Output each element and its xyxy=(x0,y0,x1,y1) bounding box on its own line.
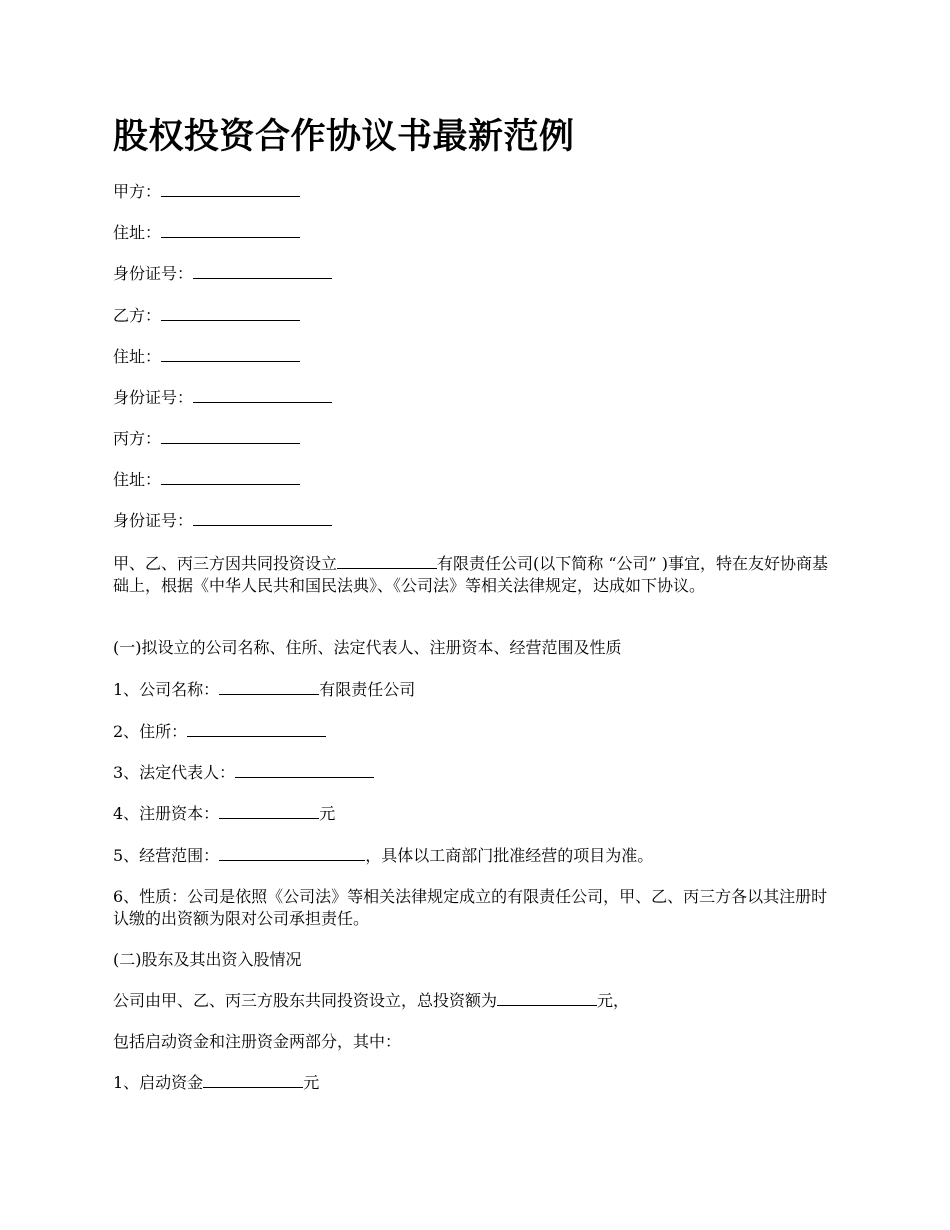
registered-capital-blank xyxy=(219,803,319,819)
party-b-label: 乙方： xyxy=(113,306,162,325)
business-scope-blank xyxy=(219,845,365,861)
party-a-line xyxy=(113,181,300,203)
total-investment-line xyxy=(113,990,629,1012)
party-a-id-blank xyxy=(193,263,332,279)
business-scope-suffix: ，具体以工商部门批准经营的项目为准。 xyxy=(365,846,654,865)
startup-capital-label: 1、启动资金 xyxy=(113,1073,204,1092)
company-address-line xyxy=(113,721,326,743)
party-b-address-label: 住址： xyxy=(113,347,162,366)
party-b-id-line xyxy=(113,387,332,409)
intro-paragraph xyxy=(113,553,840,597)
legal-rep-label: 3、法定代表人： xyxy=(113,763,236,782)
total-investment-blank xyxy=(497,990,597,1006)
business-scope-label: 5、经营范围： xyxy=(113,846,220,865)
party-a-id-line xyxy=(113,263,332,285)
party-b-address-blank xyxy=(161,346,300,362)
party-a-label: 甲方： xyxy=(113,182,162,201)
company-name-suffix: 有限责任公司 xyxy=(319,680,416,699)
intro-text-before: 甲、乙、丙三方因共同投资设立 xyxy=(113,554,338,573)
startup-capital-blank xyxy=(203,1072,303,1088)
party-c-id-blank xyxy=(193,510,332,526)
section-2-heading: (二)股东及其出资入股情况 xyxy=(113,950,302,969)
party-b-line xyxy=(113,305,300,327)
investment-composition-line: 包括启动资金和注册资金两部分，其中： xyxy=(113,1032,402,1051)
company-address-blank xyxy=(187,721,326,737)
registered-capital-line xyxy=(113,803,335,825)
legal-rep-line xyxy=(113,762,374,784)
party-c-address-line xyxy=(113,469,300,491)
legal-rep-blank xyxy=(235,762,374,778)
startup-capital-suffix: 元 xyxy=(303,1073,320,1092)
company-name-label: 1、公司名称： xyxy=(113,680,220,699)
party-b-id-blank xyxy=(193,387,332,403)
party-a-address-label: 住址： xyxy=(113,223,162,242)
party-c-line xyxy=(113,428,300,450)
business-scope-line xyxy=(113,845,653,867)
company-name-line xyxy=(113,679,415,701)
registered-capital-suffix: 元 xyxy=(319,804,336,823)
party-b-blank xyxy=(161,305,300,321)
intro-company-blank xyxy=(337,553,437,569)
party-b-address-line xyxy=(113,346,300,368)
party-a-address-line xyxy=(113,222,300,244)
party-c-id-label: 身份证号： xyxy=(113,511,194,530)
party-c-address-label: 住址： xyxy=(113,470,162,489)
intro-text-after: 有限责任公司(以下简称 “公司” )事宜，特在友好协商基础上，根据《中华人民共和国民法典》、《公司法》等相关法律规定，达成如下协议。 xyxy=(113,554,829,595)
registered-capital-label: 4、注册资本： xyxy=(113,804,220,823)
company-address-label: 2、住所： xyxy=(113,722,188,741)
startup-capital-line xyxy=(113,1072,319,1094)
company-nature-paragraph: 6、性质：公司是依照《公司法》等相关法律规定成立的有限责任公司，甲、乙、丙三方各以其注册时认缴的出资额为限对公司承担责任。 xyxy=(113,887,828,928)
party-c-blank xyxy=(161,428,300,444)
document-title: 股权投资合作协议书最新范例 xyxy=(113,116,575,157)
section-1-heading: (一)拟设立的公司名称、住所、法定代表人、注册资本、经营范围及性质 xyxy=(113,638,622,657)
company-name-blank xyxy=(219,679,319,695)
party-a-blank xyxy=(161,181,300,197)
party-c-id-line xyxy=(113,510,332,532)
party-b-id-label: 身份证号： xyxy=(113,388,194,407)
party-a-id-label: 身份证号： xyxy=(113,264,194,283)
party-c-label: 丙方： xyxy=(113,429,162,448)
total-investment-text-before: 公司由甲、乙、丙三方股东共同投资设立，总投资额为 xyxy=(113,991,498,1010)
total-investment-text-after: 元， xyxy=(597,991,630,1010)
party-a-address-blank xyxy=(161,222,300,238)
party-c-address-blank xyxy=(161,469,300,485)
